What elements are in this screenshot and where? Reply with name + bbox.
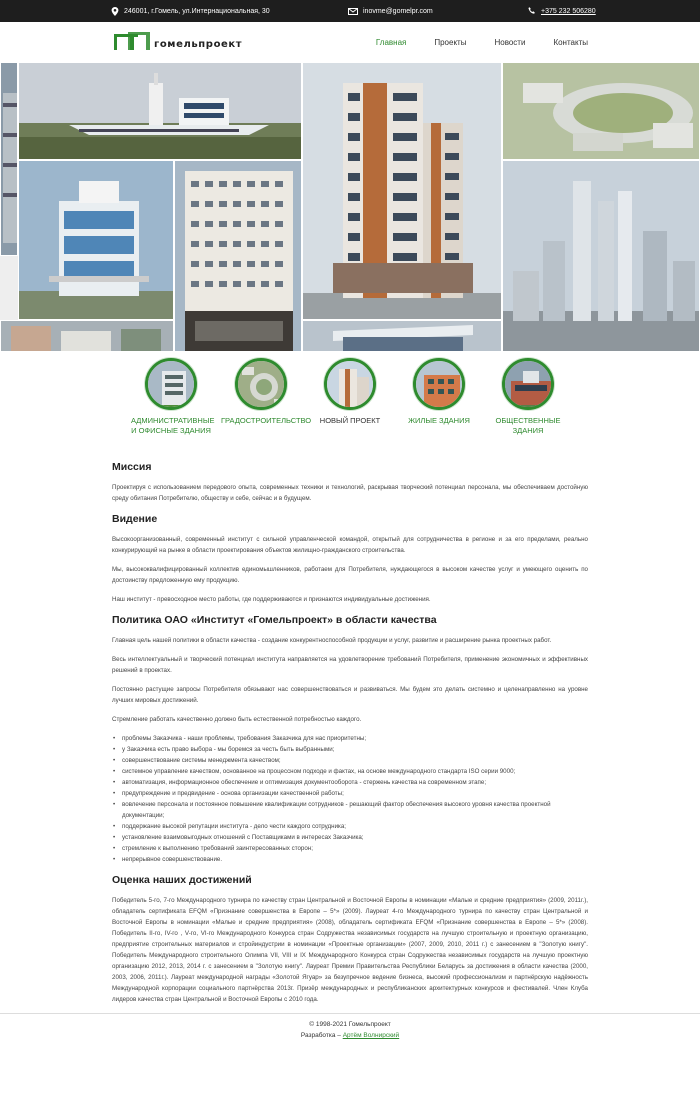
- address-text: 246001, г.Гомель, ул.Интернациональная, 30: [124, 7, 270, 15]
- copyright: © 1998-2021 Гомельпроект: [309, 1021, 391, 1028]
- vision-title: Видение: [112, 513, 158, 525]
- gallery-photo-residential-tower[interactable]: [302, 62, 502, 320]
- mission-title: Миссия: [112, 461, 152, 473]
- phone-icon: [528, 7, 536, 15]
- gallery-photo-city-skyline[interactable]: [502, 160, 700, 352]
- vision-paragraph-3: Наш институт - превосходное место работы, где поддерживаются и признаются индивидуальные достижения.: [112, 596, 431, 603]
- category-public-image[interactable]: [502, 358, 554, 410]
- nav-contacts[interactable]: Контакты: [553, 37, 588, 47]
- list-item: • непрерывное совершенствование.: [112, 854, 588, 865]
- category-urban-planning-image[interactable]: [235, 358, 287, 410]
- category-new-project-label[interactable]: НОВЫЙ ПРОЕКТ: [319, 416, 381, 425]
- list-item: • автоматизация, информационное обеспечение и оптимизация документооборота - стержень качества на современном этапе;: [112, 777, 588, 788]
- phone-link[interactable]: +375 232 506280: [541, 7, 596, 15]
- logo-mark-icon: [112, 30, 152, 52]
- site-header: [0, 22, 700, 62]
- policy-title: Политика ОАО «Институт «Гомельпроект» в области качества: [112, 614, 437, 626]
- policy-list: [112, 733, 588, 865]
- gallery-photo-left-strip[interactable]: [0, 62, 18, 256]
- list-item: • стремление к выполнению требований заинтересованных сторон;: [112, 843, 588, 854]
- gallery-photo-river-station[interactable]: [18, 62, 302, 160]
- logo-text: гомельпроект: [154, 39, 243, 50]
- developer-credit: [0, 1030, 700, 1041]
- main-content: [112, 460, 588, 1005]
- list-item: • поддержание высокой репутации института - дело чести каждого сотрудника;: [112, 821, 588, 832]
- gallery-photo-industrial[interactable]: [0, 320, 174, 352]
- vision-paragraph-1: Высокоорганизованный, современный институт с сильной управленческой командой, открытый для сотрудничества в регионе и за его пределами, реально конкурирующий на рынке в области проектирования объектов жилищно-гражданского строительства.: [112, 536, 588, 554]
- list-item: • совершенствование системы менеджмента качеством;: [112, 755, 588, 766]
- gallery-photo-office-building[interactable]: [18, 160, 174, 320]
- category-public-label[interactable]: ОБЩЕСТВЕННЫЕ ЗДАНИЯ: [495, 416, 561, 435]
- mail-icon: [348, 8, 358, 15]
- list-item: • установление взаимовыгодных отношений с Поставщиками в интересах Заказчика;: [112, 832, 588, 843]
- category-urban-planning[interactable]: [221, 358, 312, 426]
- category-admin-office-label[interactable]: АДМИНИСТРАТИВНЫЕ И ОФИСНЫЕ ЗДАНИЯ: [131, 416, 215, 435]
- site-footer: [0, 1013, 700, 1047]
- achievements-title: Оценка наших достижений: [112, 874, 252, 886]
- address-block: [111, 0, 270, 22]
- category-residential-label[interactable]: ЖИЛЫЕ ЗДАНИЯ: [408, 416, 470, 425]
- achievements-text: Победитель 5-го, 7-го Международного турнира по качеству стран Центральной и Восточной Европы в номинации «Малые и средние предприятия» (2009, 2011г.), обладатель сертификата EFQM «Признание совершенства в Европе – 5*» (2009). Лауреат 4-го Международного турнира по качеству стран Центральной и Восточной Европы в номинации «Малые и средние предприятия» (2008), обладатель сертификата EFQM «Признание совершенства в Европе – 5*» (2008). Победитель II-го, IV-го , V-го, VI-го Международного Конкурса стран Содружества независимых государств на лучшую строительную и проектную организацию, предприятие строительных материалов и стройиндустрии в номинации «Проектные организации» (2007, 2009, 2010, 2011 г.) с занесением в "Золотую книгу". Победитель Международного строительного Олимпа VII, VIII и IX Международного Конкурса стран Содружества независимых государств на лучшую проектную организацию 2012, 2013, 2014 г. с занесением в "Золотую книгу". Лауреат Премии Правительства Республики Беларусь за достижения в области качества (2000, 2003, 2006, 2011г.). Лауреат международной награды «Золотой Ягуар» за безупречное ведение бизнеса, высокий профессионализм и партнёрскую надёжность Международной корпорации социального партнёрства 2013г. Призёр международных и республиканских архитектурных конкурсов и фестивалей. Член Клуба лидеров качества стран Центральной и Восточной Европы с 2010 года.: [112, 897, 588, 1003]
- list-item: • проблемы Заказчика - наши проблемы, требования Заказчика для нас приоритетны;: [112, 733, 588, 744]
- mission-text: Проектируя с использованием передового опыта, современных техники и технологий, раскрывая творческий потенциал персонала, мы обеспечиваем достойную среду обитания Потребителю, обществу и себе, сейчас и в будущем.: [112, 484, 588, 502]
- main-nav: [376, 22, 588, 62]
- nav-news[interactable]: Новости: [494, 37, 526, 47]
- gallery-photo-theatre[interactable]: [302, 320, 502, 352]
- category-admin-office[interactable]: [131, 358, 215, 436]
- category-new-project-image[interactable]: [324, 358, 376, 410]
- location-pin-icon: [111, 7, 119, 16]
- nav-projects[interactable]: Проекты: [434, 37, 467, 47]
- phone-block[interactable]: [528, 0, 596, 22]
- policy-paragraph-2: Весь интеллектуальный и творческий потенциал института направляется на удовлетворение требований Потребителя, применение экономичных и эффективных решений в проектах.: [112, 656, 588, 674]
- policy-paragraph-1: Главная цель нашей политики в области качества - создание конкурентноспособной продукции и услуг, развитие и расширение рынка проектных работ.: [112, 637, 552, 644]
- email-block[interactable]: [348, 0, 433, 22]
- category-residential[interactable]: [399, 358, 479, 426]
- policy-paragraph-3: Постоянно растущие запросы Потребителя обязывают нас совершенствоваться и развиваться. Мы будем это делать системно и целенаправленно на уровне лучших мировых достижений.: [112, 686, 588, 704]
- gallery-photo-aerial-complex[interactable]: [502, 62, 700, 160]
- category-new-project[interactable]: [310, 358, 390, 426]
- list-item: • предупреждение и предвидение - основа организации качественной работы;: [112, 788, 588, 799]
- hero-gallery: [0, 62, 700, 352]
- category-residential-image[interactable]: [413, 358, 465, 410]
- category-public[interactable]: [488, 358, 568, 436]
- vision-paragraph-2: Мы, высококвалифицированный коллектив единомышленников, работаем для Потребителя, нуждающегося в высоком качестве услуг и умеющего оценить по достоинству предложенную ему продукцию.: [112, 566, 588, 584]
- category-admin-office-image[interactable]: [145, 358, 197, 410]
- category-urban-planning-label[interactable]: ГРАДОСТРОИТЕЛЬСТВО: [221, 416, 312, 425]
- site-logo[interactable]: [112, 30, 242, 52]
- top-bar: [0, 0, 700, 22]
- list-item: • у Заказчика есть право выбора - мы боремся за честь быть выбранными;: [112, 744, 588, 755]
- category-links: [0, 352, 700, 452]
- list-item: • системное управление качеством, основанное на процессном подходе и фактах, на основе международного стандарта ISO серии 9000;: [112, 766, 588, 777]
- gallery-photo-hotel-tower[interactable]: [174, 160, 302, 352]
- email-link[interactable]: inovme@gomelpr.com: [363, 7, 433, 15]
- developer-link[interactable]: Артём Волнирский: [342, 1032, 400, 1039]
- list-item: • вовлечение персонала и постоянное повышение квалификации сотрудников - решающий фактор обеспечения высокого уровня качества проектной документации;: [112, 799, 588, 821]
- developer-prefix: Разработка –: [300, 1032, 343, 1039]
- policy-paragraph-4: Стремление работать качественно должно быть естественной потребностью каждого.: [112, 716, 362, 723]
- nav-home[interactable]: Главная: [375, 37, 407, 47]
